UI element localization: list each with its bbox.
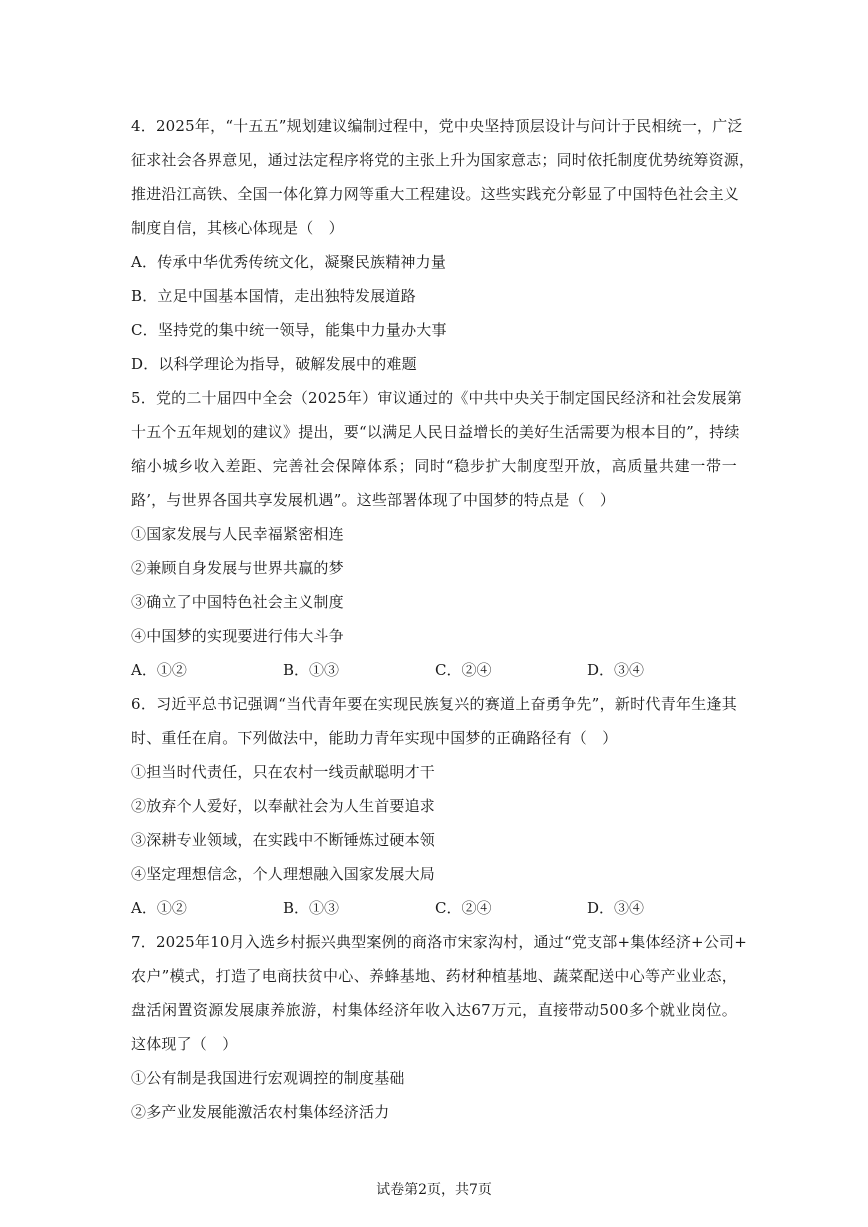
q5-stem-line-3: 缩小城乡收入差距、完善社会保障体系；同时“稳步扩大制度型开放，高质量共建一带一 — [131, 457, 737, 475]
q5-option-a: A．①② — [131, 661, 187, 679]
q6-option-b: B．①③ — [283, 899, 340, 917]
q7-stem-line-4: 这体现了（ ） — [131, 1035, 238, 1053]
q7-stem-line-3: 盘活闲置资源发展康养旅游，村集体经济年收入达67万元，直接带动500多个就业岗位。 — [131, 1001, 737, 1019]
q7-stem-line-1: 7．2025年10月入选乡村振兴典型案例的商洛市宋家沟村，通过“党支部+集体经济+公司+ — [131, 933, 747, 951]
q5-stem-line-1: 5．党的二十届四中全会（2025年）审议通过的《中共中央关于制定国民经济和社会发展第 — [131, 389, 743, 407]
q7-stem-line-2: 农户”模式，打造了电商扶贫中心、养蜂基地、药材种植基地、蔬菜配送中心等产业业态， — [131, 967, 737, 985]
q6-statement-4: ④坚定理想信念，个人理想融入国家发展大局 — [131, 865, 436, 883]
q5-statement-1: ①国家发展与人民幸福紧密相连 — [131, 525, 344, 543]
q4-stem-line-2: 征求社会各界意见，通过法定程序将党的主张上升为国家意志；同时依托制度优势统筹资源， — [131, 151, 755, 169]
q6-stem-line-1: 6．习近平总书记强调“当代青年要在实现民族复兴的赛道上奋勇争先”，新时代青年生逢其 — [131, 695, 737, 713]
q4-option-c: C．坚持党的集中统一领导，能集中力量办大事 — [131, 321, 447, 339]
q5-option-d: D．③④ — [587, 661, 645, 679]
q4-option-b: B．立足中国基本国情，走出独特发展道路 — [131, 287, 416, 305]
q5-option-b: B．①③ — [283, 661, 340, 679]
q7-statement-2: ②多产业发展能激活农村集体经济活力 — [131, 1103, 390, 1121]
q4-stem-line-3: 推进沿江高铁、全国一体化算力网等重大工程建设。这些实践充分彰显了中国特色社会主义 — [131, 185, 740, 203]
q6-stem-line-2: 时、重任在肩。下列做法中，能助力青年实现中国梦的正确路径有（ ） — [131, 729, 618, 747]
q4-stem-line-1: 4．2025年，“十五五”规划建议编制过程中，党中央坚持顶层设计与问计于民相统一，广泛 — [131, 117, 743, 135]
q4-stem-line-4: 制度自信，其核心体现是（ ） — [131, 219, 344, 237]
q6-option-d: D．③④ — [587, 899, 645, 917]
q6-option-a: A．①② — [131, 899, 187, 917]
q5-statement-2: ②兼顾自身发展与世界共赢的梦 — [131, 559, 344, 577]
q4-option-d: D．以科学理论为指导，破解发展中的难题 — [131, 355, 417, 373]
q4-option-a: A．传承中华优秀传统文化，凝聚民族精神力量 — [131, 253, 447, 271]
q5-stem-line-4: 路’，与世界各国共享发展机遇”。这些部署体现了中国梦的特点是（ ） — [131, 491, 616, 509]
q6-statement-3: ③深耕专业领域，在实践中不断锤炼过硬本领 — [131, 831, 436, 849]
q5-statement-3: ③确立了中国特色社会主义制度 — [131, 593, 344, 611]
q6-statement-1: ①担当时代责任，只在农村一线贡献聪明才干 — [131, 763, 436, 781]
q5-statement-4: ④中国梦的实现要进行伟大斗争 — [131, 627, 344, 645]
q5-stem-line-2: 十五个五年规划的建议》提出，要“以满足人民日益增长的美好生活需要为根本目的”，持续 — [131, 423, 740, 441]
q5-option-c: C．②④ — [435, 661, 492, 679]
q6-statement-2: ②放弃个人爱好，以奉献社会为人生首要追求 — [131, 797, 436, 815]
q7-statement-1: ①公有制是我国进行宏观调控的制度基础 — [131, 1069, 405, 1087]
q6-option-c: C．②④ — [435, 899, 492, 917]
page-footer: 试卷第2页，共7页 — [376, 1182, 492, 1198]
